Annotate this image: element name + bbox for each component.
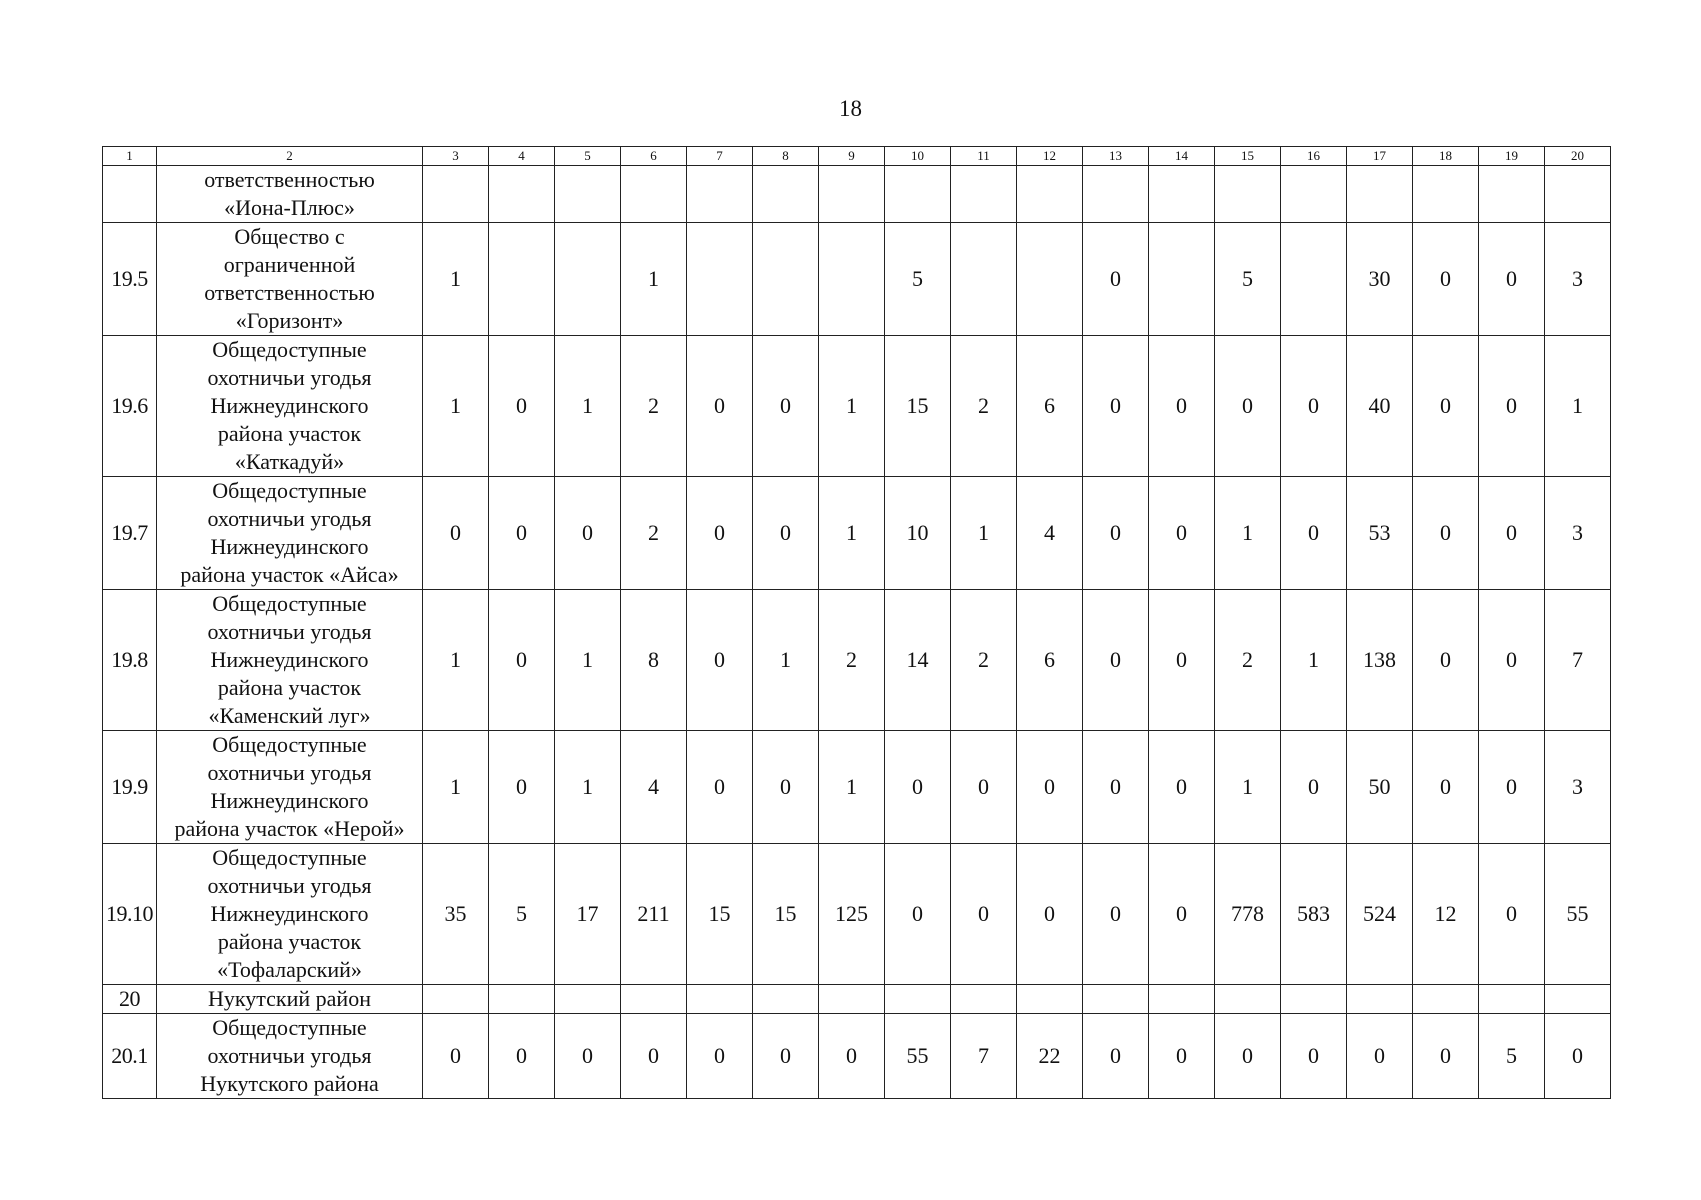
value-cell: 0 (1149, 731, 1215, 844)
value-cell (1479, 166, 1545, 223)
value-cell (1215, 166, 1281, 223)
value-cell: 0 (1479, 223, 1545, 336)
value-cell: 0 (1215, 336, 1281, 477)
row-number-cell: 19.9 (103, 731, 157, 844)
name-line: Нукутского района (200, 1071, 379, 1096)
name-line: Общество с (234, 224, 345, 249)
value-cell (555, 985, 621, 1014)
name-line: ответственностью (204, 280, 375, 305)
table-row (103, 1014, 1611, 1099)
name-line: района участок «Айса» (180, 562, 399, 587)
value-cell: 0 (1215, 1014, 1281, 1099)
value-cell (1545, 166, 1611, 223)
column-number-header: 2 (157, 147, 423, 166)
value-cell: 2 (819, 590, 885, 731)
name-line: района участок (217, 929, 362, 954)
value-cell: 10 (885, 477, 951, 590)
value-cell: 0 (1083, 1014, 1149, 1099)
value-cell: 0 (1347, 1014, 1413, 1099)
value-cell: 6 (1017, 336, 1083, 477)
value-cell: 1 (423, 731, 489, 844)
value-cell (1347, 166, 1413, 223)
value-cell (1281, 985, 1347, 1014)
name-line: охотничьи угодья (207, 760, 372, 785)
hunting-ground-name-cell (157, 590, 423, 731)
name-line: «Каменский луг» (208, 703, 371, 728)
value-cell (753, 223, 819, 336)
value-cell: 0 (1083, 223, 1149, 336)
value-cell: 1 (753, 590, 819, 731)
name-line: охотничьи угодья (207, 873, 372, 898)
value-cell: 0 (753, 477, 819, 590)
value-cell: 0 (885, 731, 951, 844)
column-number-header: 3 (423, 147, 489, 166)
value-cell: 0 (423, 1014, 489, 1099)
value-cell: 1 (621, 223, 687, 336)
value-cell (489, 985, 555, 1014)
value-cell (489, 166, 555, 223)
table-body (103, 166, 1611, 1099)
value-cell: 15 (753, 844, 819, 985)
value-cell: 1 (1545, 336, 1611, 477)
name-line: «Горизонт» (235, 308, 344, 333)
value-cell (819, 223, 885, 336)
value-cell (621, 985, 687, 1014)
value-cell: 0 (1479, 477, 1545, 590)
row-number-cell: 20.1 (103, 1014, 157, 1099)
column-number-header: 20 (1545, 147, 1611, 166)
value-cell: 50 (1347, 731, 1413, 844)
value-cell (1545, 985, 1611, 1014)
name-line: «Иона-Плюс» (224, 195, 355, 220)
row-number-cell: 19.5 (103, 223, 157, 336)
value-cell: 8 (621, 590, 687, 731)
column-number-header: 13 (1083, 147, 1149, 166)
hunting-ground-name-cell (157, 1014, 423, 1099)
column-number-header: 7 (687, 147, 753, 166)
value-cell: 1 (1215, 731, 1281, 844)
value-cell (1017, 166, 1083, 223)
value-cell: 1 (423, 223, 489, 336)
value-cell (951, 985, 1017, 1014)
value-cell: 1 (951, 477, 1017, 590)
table-row (103, 844, 1611, 985)
value-cell: 0 (555, 477, 621, 590)
column-number-header: 6 (621, 147, 687, 166)
value-cell: 0 (951, 731, 1017, 844)
value-cell (885, 166, 951, 223)
column-number-header: 15 (1215, 147, 1281, 166)
value-cell: 0 (1149, 590, 1215, 731)
column-number-header: 17 (1347, 147, 1413, 166)
value-cell: 40 (1347, 336, 1413, 477)
value-cell (1017, 985, 1083, 1014)
value-cell: 53 (1347, 477, 1413, 590)
value-cell: 0 (1149, 844, 1215, 985)
value-cell: 0 (1281, 1014, 1347, 1099)
value-cell: 0 (1017, 844, 1083, 985)
value-cell: 1 (555, 731, 621, 844)
value-cell: 1 (1215, 477, 1281, 590)
value-cell (1215, 985, 1281, 1014)
value-cell: 0 (489, 590, 555, 731)
name-line: охотничьи угодья (207, 619, 372, 644)
name-line: ограниченной (223, 252, 356, 277)
name-line: Общедоступные (212, 591, 367, 616)
value-cell: 1 (819, 477, 885, 590)
name-line: Нижнеудинского (210, 788, 369, 813)
value-cell: 3 (1545, 223, 1611, 336)
table-row (103, 223, 1611, 336)
value-cell: 0 (489, 1014, 555, 1099)
hunting-ground-name-cell (157, 731, 423, 844)
value-cell (819, 985, 885, 1014)
value-cell (819, 166, 885, 223)
column-number-header: 19 (1479, 147, 1545, 166)
table-row (103, 477, 1611, 590)
value-cell: 5 (1215, 223, 1281, 336)
value-cell: 0 (1083, 731, 1149, 844)
value-cell: 7 (1545, 590, 1611, 731)
row-number-cell: 19.10 (103, 844, 157, 985)
row-number-cell: 19.7 (103, 477, 157, 590)
value-cell (1149, 166, 1215, 223)
value-cell: 15 (687, 844, 753, 985)
column-number-header: 11 (951, 147, 1017, 166)
value-cell: 778 (1215, 844, 1281, 985)
value-cell: 0 (1413, 223, 1479, 336)
value-cell (753, 166, 819, 223)
column-number-header: 5 (555, 147, 621, 166)
value-cell (489, 223, 555, 336)
name-line: Нижнеудинского (210, 901, 369, 926)
value-cell: 12 (1413, 844, 1479, 985)
table-row (103, 731, 1611, 844)
column-number-header: 8 (753, 147, 819, 166)
value-cell: 15 (885, 336, 951, 477)
name-line: ответственностью (204, 167, 375, 192)
value-cell: 0 (1413, 731, 1479, 844)
value-cell: 5 (1479, 1014, 1545, 1099)
value-cell: 0 (1413, 336, 1479, 477)
value-cell: 0 (687, 336, 753, 477)
value-cell (687, 985, 753, 1014)
value-cell: 5 (489, 844, 555, 985)
value-cell: 0 (687, 590, 753, 731)
value-cell: 55 (885, 1014, 951, 1099)
value-cell: 1 (819, 731, 885, 844)
value-cell (687, 166, 753, 223)
name-line: Нукутский район (208, 986, 371, 1011)
value-cell (951, 223, 1017, 336)
table-row (103, 166, 1611, 223)
value-cell: 4 (1017, 477, 1083, 590)
value-cell (1479, 985, 1545, 1014)
value-cell: 2 (1215, 590, 1281, 731)
value-cell: 0 (1281, 477, 1347, 590)
hunting-ground-name-cell (157, 844, 423, 985)
hunting-ground-name-cell (157, 477, 423, 590)
value-cell: 0 (885, 844, 951, 985)
value-cell: 0 (489, 336, 555, 477)
name-line: охотничьи угодья (207, 506, 372, 531)
page-number: 18 (839, 96, 862, 121)
value-cell: 0 (489, 731, 555, 844)
value-cell (1281, 166, 1347, 223)
value-cell: 5 (885, 223, 951, 336)
value-cell (1347, 985, 1413, 1014)
value-cell: 0 (1083, 844, 1149, 985)
value-cell: 0 (819, 1014, 885, 1099)
value-cell: 2 (951, 336, 1017, 477)
value-cell: 2 (951, 590, 1017, 731)
value-cell: 0 (753, 731, 819, 844)
value-cell: 0 (1083, 590, 1149, 731)
name-line: Общедоступные (212, 478, 367, 503)
name-line: Общедоступные (212, 1015, 367, 1040)
value-cell: 524 (1347, 844, 1413, 985)
value-cell: 0 (1281, 336, 1347, 477)
value-cell: 0 (1413, 1014, 1479, 1099)
value-cell: 0 (1413, 477, 1479, 590)
value-cell: 0 (753, 336, 819, 477)
column-number-header: 18 (1413, 147, 1479, 166)
value-cell: 1 (819, 336, 885, 477)
table-row (103, 985, 1611, 1014)
value-cell: 211 (621, 844, 687, 985)
column-number-header: 16 (1281, 147, 1347, 166)
value-cell (1083, 166, 1149, 223)
row-number-cell: 20 (103, 985, 157, 1014)
name-line: Нижнеудинского (210, 647, 369, 672)
row-number-cell (103, 166, 157, 223)
value-cell: 0 (1479, 336, 1545, 477)
hunting-ground-name-cell (157, 336, 423, 477)
name-line: района участок (217, 675, 362, 700)
value-cell: 138 (1347, 590, 1413, 731)
value-cell: 125 (819, 844, 885, 985)
table-row (103, 336, 1611, 477)
value-cell: 55 (1545, 844, 1611, 985)
value-cell: 0 (1479, 844, 1545, 985)
value-cell: 0 (1083, 336, 1149, 477)
value-cell: 0 (1017, 731, 1083, 844)
value-cell: 0 (1413, 590, 1479, 731)
value-cell (1149, 223, 1215, 336)
value-cell: 1 (555, 590, 621, 731)
name-line: района участок «Нерой» (174, 816, 405, 841)
hunting-ground-name-cell (157, 985, 423, 1014)
value-cell: 1 (423, 590, 489, 731)
value-cell (1083, 985, 1149, 1014)
column-number-header: 10 (885, 147, 951, 166)
value-cell: 7 (951, 1014, 1017, 1099)
value-cell: 0 (687, 731, 753, 844)
value-cell: 0 (555, 1014, 621, 1099)
column-number-header: 12 (1017, 147, 1083, 166)
name-line: охотничьи угодья (207, 365, 372, 390)
value-cell (885, 985, 951, 1014)
value-cell: 6 (1017, 590, 1083, 731)
value-cell: 0 (687, 1014, 753, 1099)
table-row (103, 590, 1611, 731)
name-line: района участок (217, 421, 362, 446)
value-cell: 0 (753, 1014, 819, 1099)
value-cell: 3 (1545, 731, 1611, 844)
value-cell (1413, 166, 1479, 223)
value-cell: 2 (621, 477, 687, 590)
value-cell: 0 (1545, 1014, 1611, 1099)
value-cell: 1 (1281, 590, 1347, 731)
value-cell: 22 (1017, 1014, 1083, 1099)
value-cell (555, 223, 621, 336)
value-cell (1413, 985, 1479, 1014)
name-line: Общедоступные (212, 732, 367, 757)
value-cell (753, 985, 819, 1014)
value-cell: 0 (687, 477, 753, 590)
value-cell: 35 (423, 844, 489, 985)
column-number-header: 14 (1149, 147, 1215, 166)
value-cell (423, 166, 489, 223)
value-cell (1017, 223, 1083, 336)
value-cell: 0 (1479, 731, 1545, 844)
value-cell: 0 (423, 477, 489, 590)
column-number-header: 1 (103, 147, 157, 166)
value-cell: 0 (489, 477, 555, 590)
name-line: Общедоступные (212, 845, 367, 870)
value-cell: 583 (1281, 844, 1347, 985)
value-cell: 4 (621, 731, 687, 844)
name-line: Нижнеудинского (210, 393, 369, 418)
column-number-header: 9 (819, 147, 885, 166)
name-line: «Тофаларский» (217, 957, 362, 982)
value-cell (1281, 223, 1347, 336)
value-cell: 17 (555, 844, 621, 985)
value-cell: 3 (1545, 477, 1611, 590)
value-cell (423, 985, 489, 1014)
value-cell: 0 (1149, 336, 1215, 477)
row-number-cell: 19.8 (103, 590, 157, 731)
name-line: Нижнеудинского (210, 534, 369, 559)
name-line: Общедоступные (212, 337, 367, 362)
column-number-header: 4 (489, 147, 555, 166)
column-number-row (103, 147, 1611, 166)
value-cell: 0 (1083, 477, 1149, 590)
value-cell: 1 (423, 336, 489, 477)
value-cell (621, 166, 687, 223)
value-cell: 0 (621, 1014, 687, 1099)
value-cell (1149, 985, 1215, 1014)
name-line: охотничьи угодья (207, 1043, 372, 1068)
value-cell: 14 (885, 590, 951, 731)
value-cell (687, 223, 753, 336)
hunting-grounds-table (102, 146, 1611, 1099)
hunting-ground-name-cell (157, 223, 423, 336)
value-cell: 0 (1479, 590, 1545, 731)
row-number-cell: 19.6 (103, 336, 157, 477)
value-cell (951, 166, 1017, 223)
value-cell (555, 166, 621, 223)
name-line: «Каткадуй» (234, 449, 345, 474)
value-cell: 0 (1149, 477, 1215, 590)
value-cell: 30 (1347, 223, 1413, 336)
value-cell: 0 (1149, 1014, 1215, 1099)
value-cell: 0 (1281, 731, 1347, 844)
value-cell: 2 (621, 336, 687, 477)
value-cell: 1 (555, 336, 621, 477)
hunting-ground-name-cell (157, 166, 423, 223)
value-cell: 0 (951, 844, 1017, 985)
